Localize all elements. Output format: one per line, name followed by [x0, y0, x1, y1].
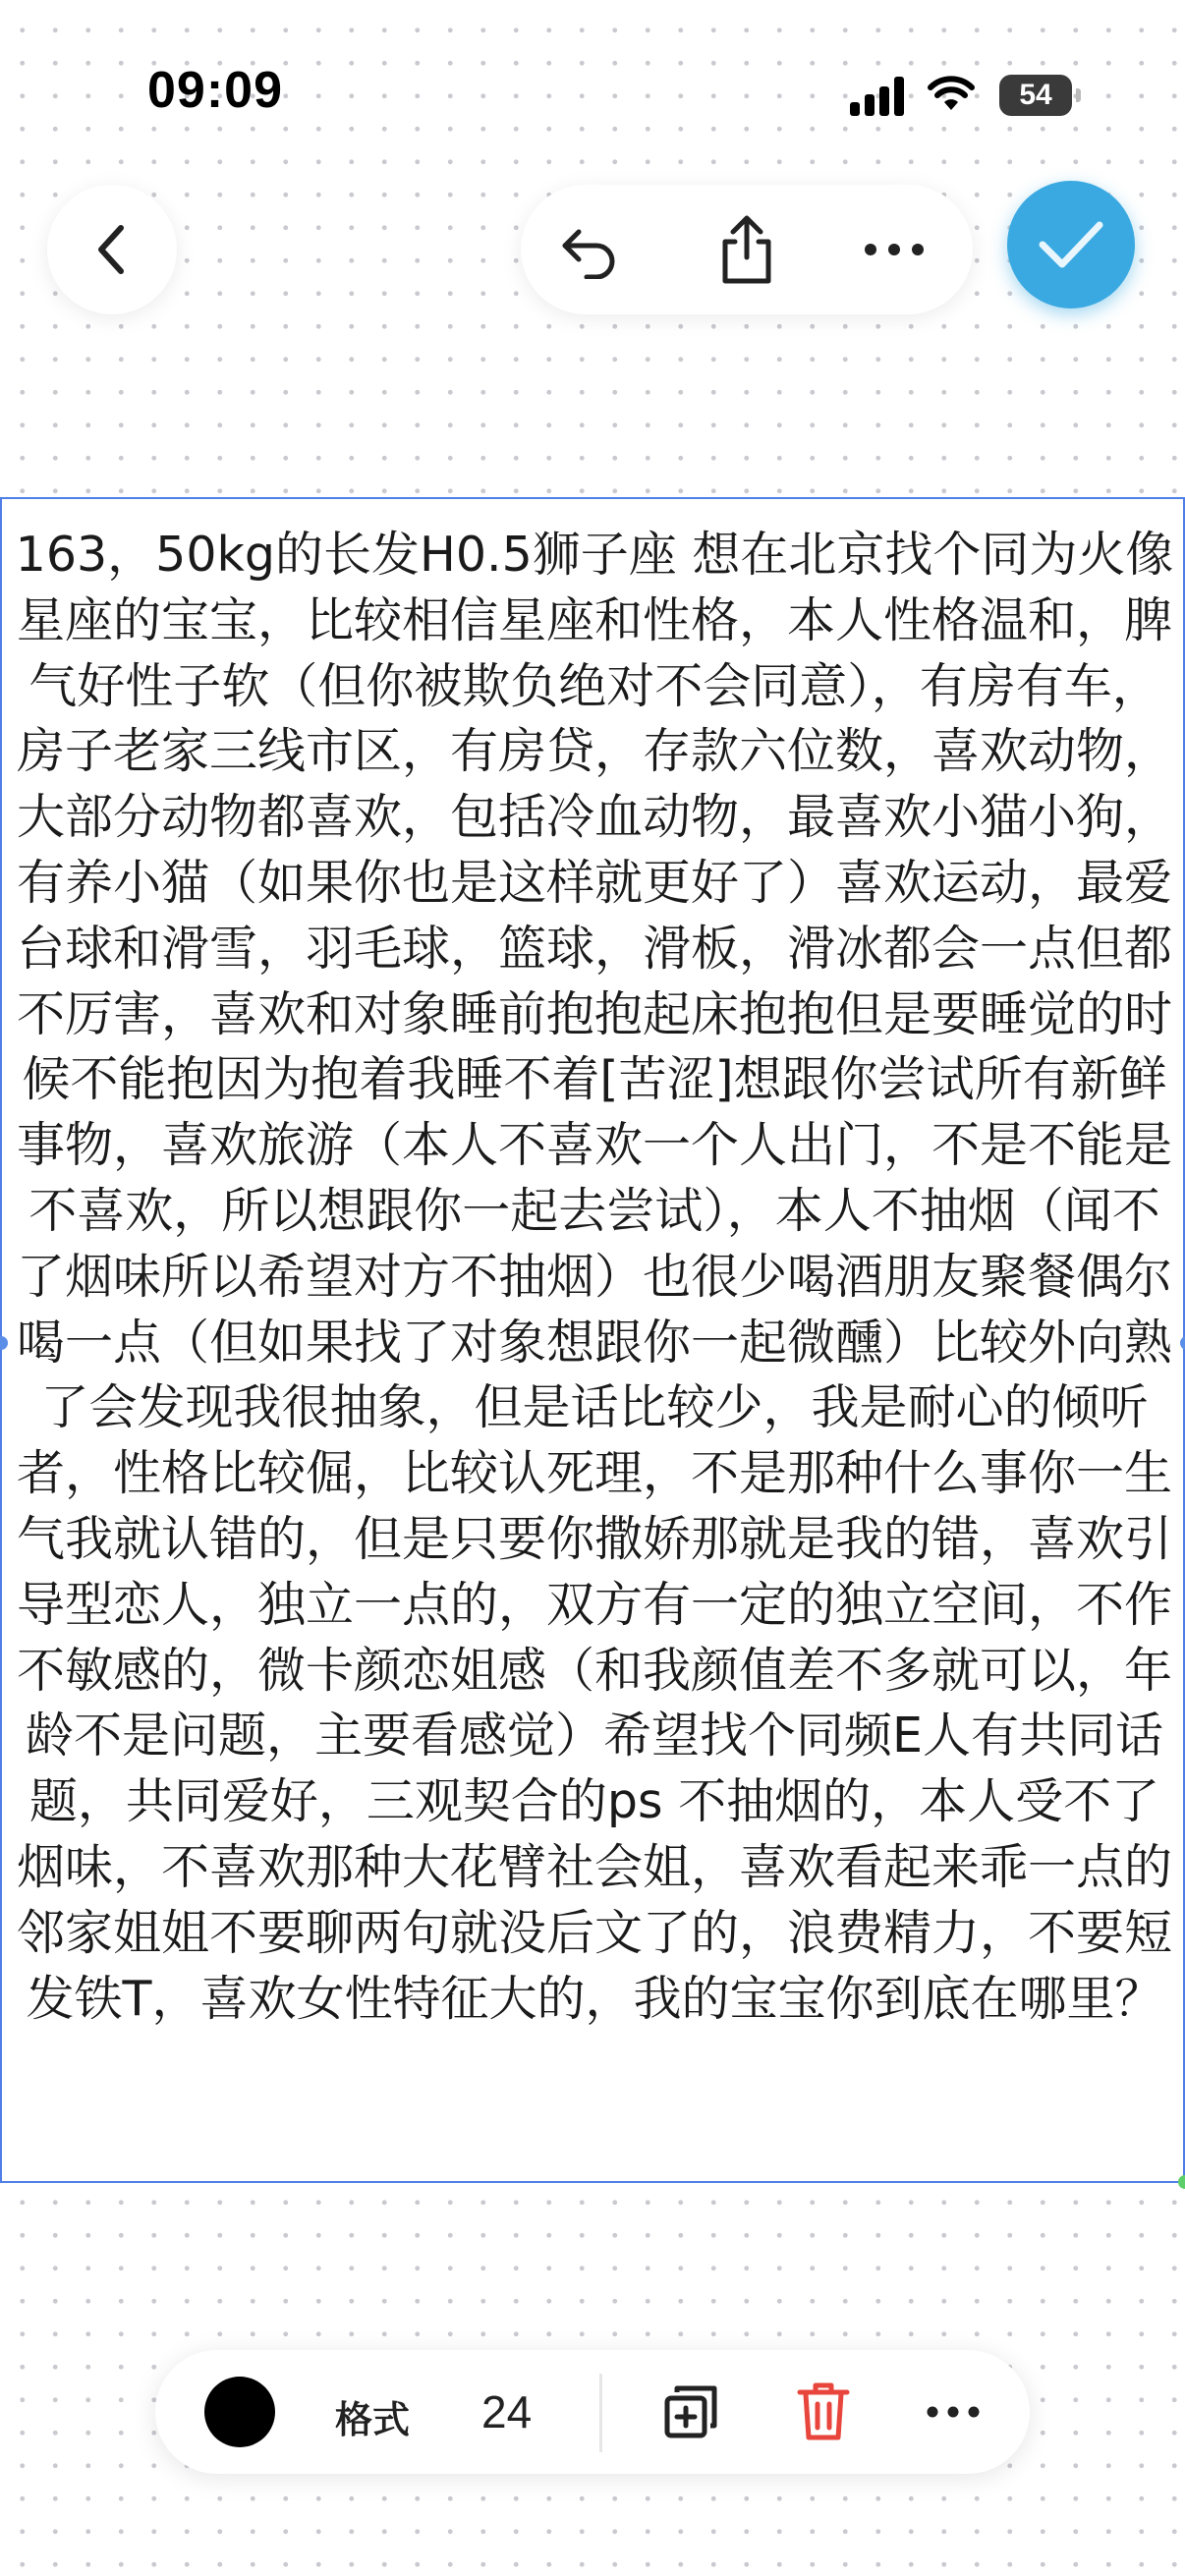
- share-icon: [717, 214, 776, 285]
- text-box[interactable]: [0, 497, 1185, 2183]
- resize-handle-left[interactable]: [0, 1336, 8, 1350]
- resize-handle-right[interactable]: [1180, 1336, 1185, 1350]
- back-icon: [87, 220, 137, 279]
- undo-button[interactable]: [550, 210, 629, 289]
- battery-icon: [999, 75, 1072, 116]
- duplicate-icon: [661, 2382, 720, 2441]
- format-toolbar: [155, 2350, 1030, 2474]
- more-icon: [863, 242, 926, 257]
- color-swatch-button[interactable]: [204, 2377, 275, 2447]
- font-size-value[interactable]: 24: [481, 2386, 533, 2437]
- delete-button[interactable]: [784, 2373, 863, 2451]
- top-toolbar: [0, 177, 1185, 334]
- battery-level: 54: [1019, 79, 1052, 111]
- duplicate-button[interactable]: [651, 2373, 730, 2451]
- trash-icon: [796, 2380, 851, 2443]
- wifi-icon: [927, 75, 976, 114]
- done-button[interactable]: [1007, 181, 1135, 308]
- undo-icon: [557, 220, 622, 279]
- share-button[interactable]: [707, 210, 786, 289]
- toolbar-divider: [599, 2374, 602, 2452]
- status-time: 09:09: [147, 62, 283, 119]
- back-button[interactable]: [47, 185, 177, 314]
- check-icon: [1037, 217, 1105, 272]
- resize-handle-corner[interactable]: [1178, 2175, 1185, 2189]
- more-options-button[interactable]: [914, 2373, 992, 2451]
- action-toolbar: [521, 185, 973, 314]
- more-button[interactable]: [855, 210, 933, 289]
- more-icon: [926, 2405, 981, 2419]
- text-box-content[interactable]: 163，50kg的长发H0.5狮子座 想在北京找个同为火像星座的宝宝，比较相信星座和性格，本人性格温和，脾气好性子软（但你被欺负绝对不会同意），有房有车，房子老家三线市区，有房贷，存款六位数，喜欢动物，大部分动物都喜欢，包括冷血动物，最喜欢小猫小狗，有养小猫（如果你也是这样就更好了）喜欢运动，最爱台球和滑雪，羽毛球，篮球，滑板，滑冰都会一点但都不厉害，喜欢和对象睡前抱抱起床抱抱但是要睡觉的时候不能抱因为抱着我睡不着[苦涩]想跟你尝试所有新鲜事物，喜欢旅游（本人不喜欢一个人出门，不是不能是不喜欢，所以想跟你一起去尝试），本人不抽烟（闻不了烟味所以希望对方不抽烟）也很少喝酒朋友聚餐偶尔喝一点（但如果找了对象想跟你一起微醺）比较外向熟了会发现我很抽象，但是话比较少，我是耐心的倾听者，性格比较倔，比较认死理，不是那种什么事你一生气我就认错的，但是只要你撒娇那就是我的错，喜欢引导型恋人，独立一点的，双方有一定的独立空间，不作不敏感的，微卡颜恋姐感（和我颜值差不多就可以，年龄不是问题，主要看感觉）希望找个同频E人有共同话题，共同爱好，三观契合的ps 不抽烟的，本人受不了烟味，不喜欢那种大花臂社会姐，喜欢看起来乖一点的邻家姐姐不要聊两句就没后文了的，浪费精力，不要短发铁T，喜欢女性特征大的，我的宝宝你到底在哪里？: [15, 527, 1174, 2027]
- signal-icon: [850, 77, 907, 116]
- status-bar: [0, 0, 1185, 177]
- format-button[interactable]: 格式: [335, 2398, 411, 2441]
